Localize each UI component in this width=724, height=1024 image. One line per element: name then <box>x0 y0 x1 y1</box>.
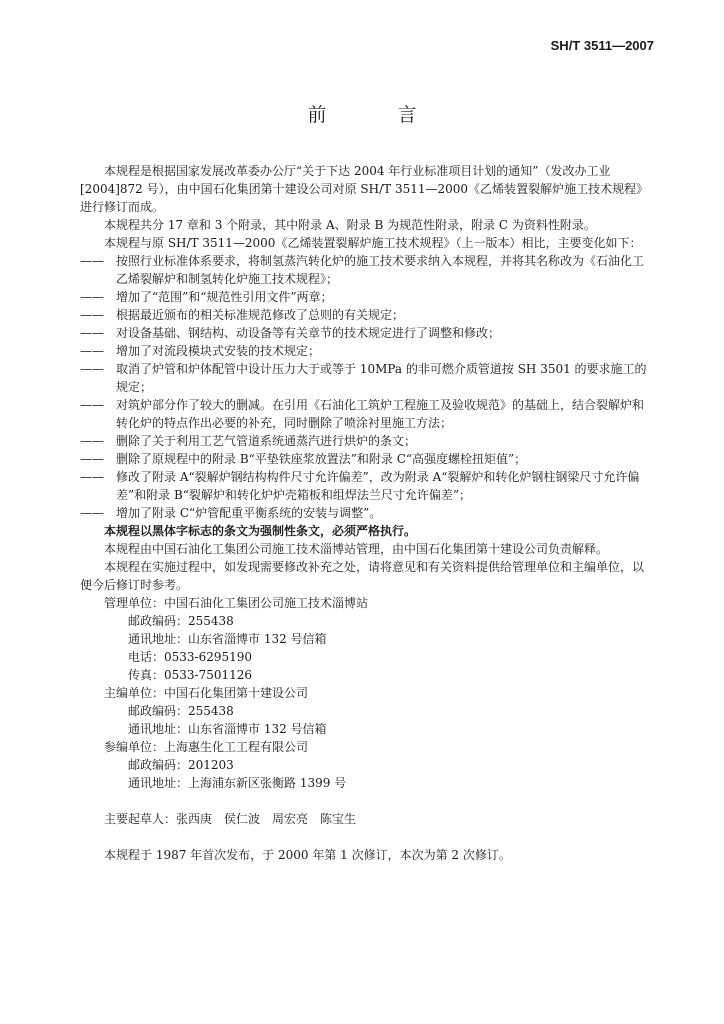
manager-fax: 传真：0533-7501126 <box>128 668 253 682</box>
manager-unit: 管理单位：中国石油化工集团公司施工技术淄博站 <box>104 596 369 610</box>
list-item: —— 按照行业标准体系要求，将制氢蒸汽转化炉的施工技术要求纳入本规程，并将其名称改为《石油化工乙烯裂解炉和制氢转化炉施工技术规程》； <box>80 254 645 286</box>
spacer <box>80 828 655 846</box>
participant-address: 通讯地址：上海浦东新区张衡路 1399 号 <box>128 776 347 790</box>
spacer <box>80 792 655 810</box>
intro-paragraph: 本规程是根据国家发展改革委办公厅“关于下达 2004 年行业标准项目计划的通知”（发改办工业[2004]872 号），由中国石化集团第十建设公司对原 SH/T 3511—2000《乙烯装置裂解炉施工技术规程》进行修订而成。 <box>80 164 649 214</box>
participant-unit: 参编单位：上海惠生化工工程有限公司 <box>104 740 309 754</box>
editor-postcode: 邮政编码：255438 <box>128 704 234 718</box>
list-item: —— 修改了附录 A“裂解炉钢结构构件尺寸允许偏差”，改为附录 A“裂解炉和转化炉钢柱钢梁尺寸允许偏差”和附录 B“裂解炉和转化炉炉壳箱板和组焊法兰尺寸允许偏差”； <box>80 470 640 502</box>
document-body <box>80 162 655 864</box>
drafters-line: 主要起草人：张西庚 侯仁波 周宏亮 陈宝生 <box>104 812 357 826</box>
mandatory-clause-note: 本规程以黑体字标志的条文为强制性条文，必须严格执行。 <box>104 524 417 538</box>
list-item: —— 增加了对流段模块式安装的技术规定； <box>80 344 321 358</box>
structure-paragraph: 本规程共分 17 章和 3 个附录，其中附录 A、附录 B 为规范性附录，附录 C 为资料性附录。 <box>104 218 596 232</box>
list-item: —— 删除了关于利用工艺气管道系统通蒸汽进行烘炉的条文； <box>80 434 417 448</box>
participant-postcode: 邮政编码：201203 <box>128 758 234 772</box>
changes-intro-paragraph: 本规程与原 SH/T 3511—2000《乙烯装置裂解炉施工技术规程》（上一版本）相比，主要变化如下： <box>104 236 642 250</box>
management-paragraph: 本规程由中国石油化工集团公司施工技术淄博站管理，由中国石化集团第十建设公司负责解释。 <box>104 542 609 556</box>
list-item: —— 删除了原规程中的附录 B“平垫铁座浆放置法”和附录 C“高强度螺栓扭矩值”； <box>80 452 527 466</box>
list-item: —— 对筑炉部分作了较大的删减。在引用《石油化工筑炉工程施工及验收规范》的基础上，结合裂解炉和转化炉的特点作出必要的补充，同时删除了喷涂衬里施工方法； <box>80 398 645 430</box>
list-item: —— 增加了附录 C“炉管配重平衡系统的安装与调整”。 <box>80 506 382 520</box>
list-item: —— 取消了炉管和炉体配管中设计压力大于或等于 10MPa 的非可燃介质管道按 SH 3501 的要求施工的规定； <box>80 362 647 394</box>
list-item: —— 对设备基础、钢结构、动设备等有关章节的技术规定进行了调整和修改； <box>80 326 501 340</box>
list-item: —— 增加了“范围”和“规范性引用文件”两章； <box>80 290 333 304</box>
changes-list <box>80 252 655 522</box>
editor-unit: 主编单位：中国石化集团第十建设公司 <box>104 686 309 700</box>
manager-address: 通讯地址：山东省淄博市 132 号信箱 <box>128 632 327 646</box>
organizations-block <box>80 594 655 792</box>
feedback-paragraph: 本规程在实施过程中，如发现需要修改补充之处，请将意见和有关资料提供给管理单位和主编单位，以便今后修订时参考。 <box>80 560 645 592</box>
manager-postcode: 邮政编码：255438 <box>128 614 234 628</box>
manager-phone: 电话：0533-6295190 <box>128 650 253 664</box>
editor-address: 通讯地址：山东省淄博市 132 号信箱 <box>128 722 327 736</box>
document-code: SH/T 3511—2007 <box>550 38 654 53</box>
revision-history: 本规程于 1987 年首次发布，于 2000 年第 1 次修订，本次为第 2 次修订。 <box>104 848 511 862</box>
list-item: —— 根据最近颁布的相关标准规范修改了总则的有关规定； <box>80 308 405 322</box>
page-title: 前 言 <box>307 104 443 126</box>
